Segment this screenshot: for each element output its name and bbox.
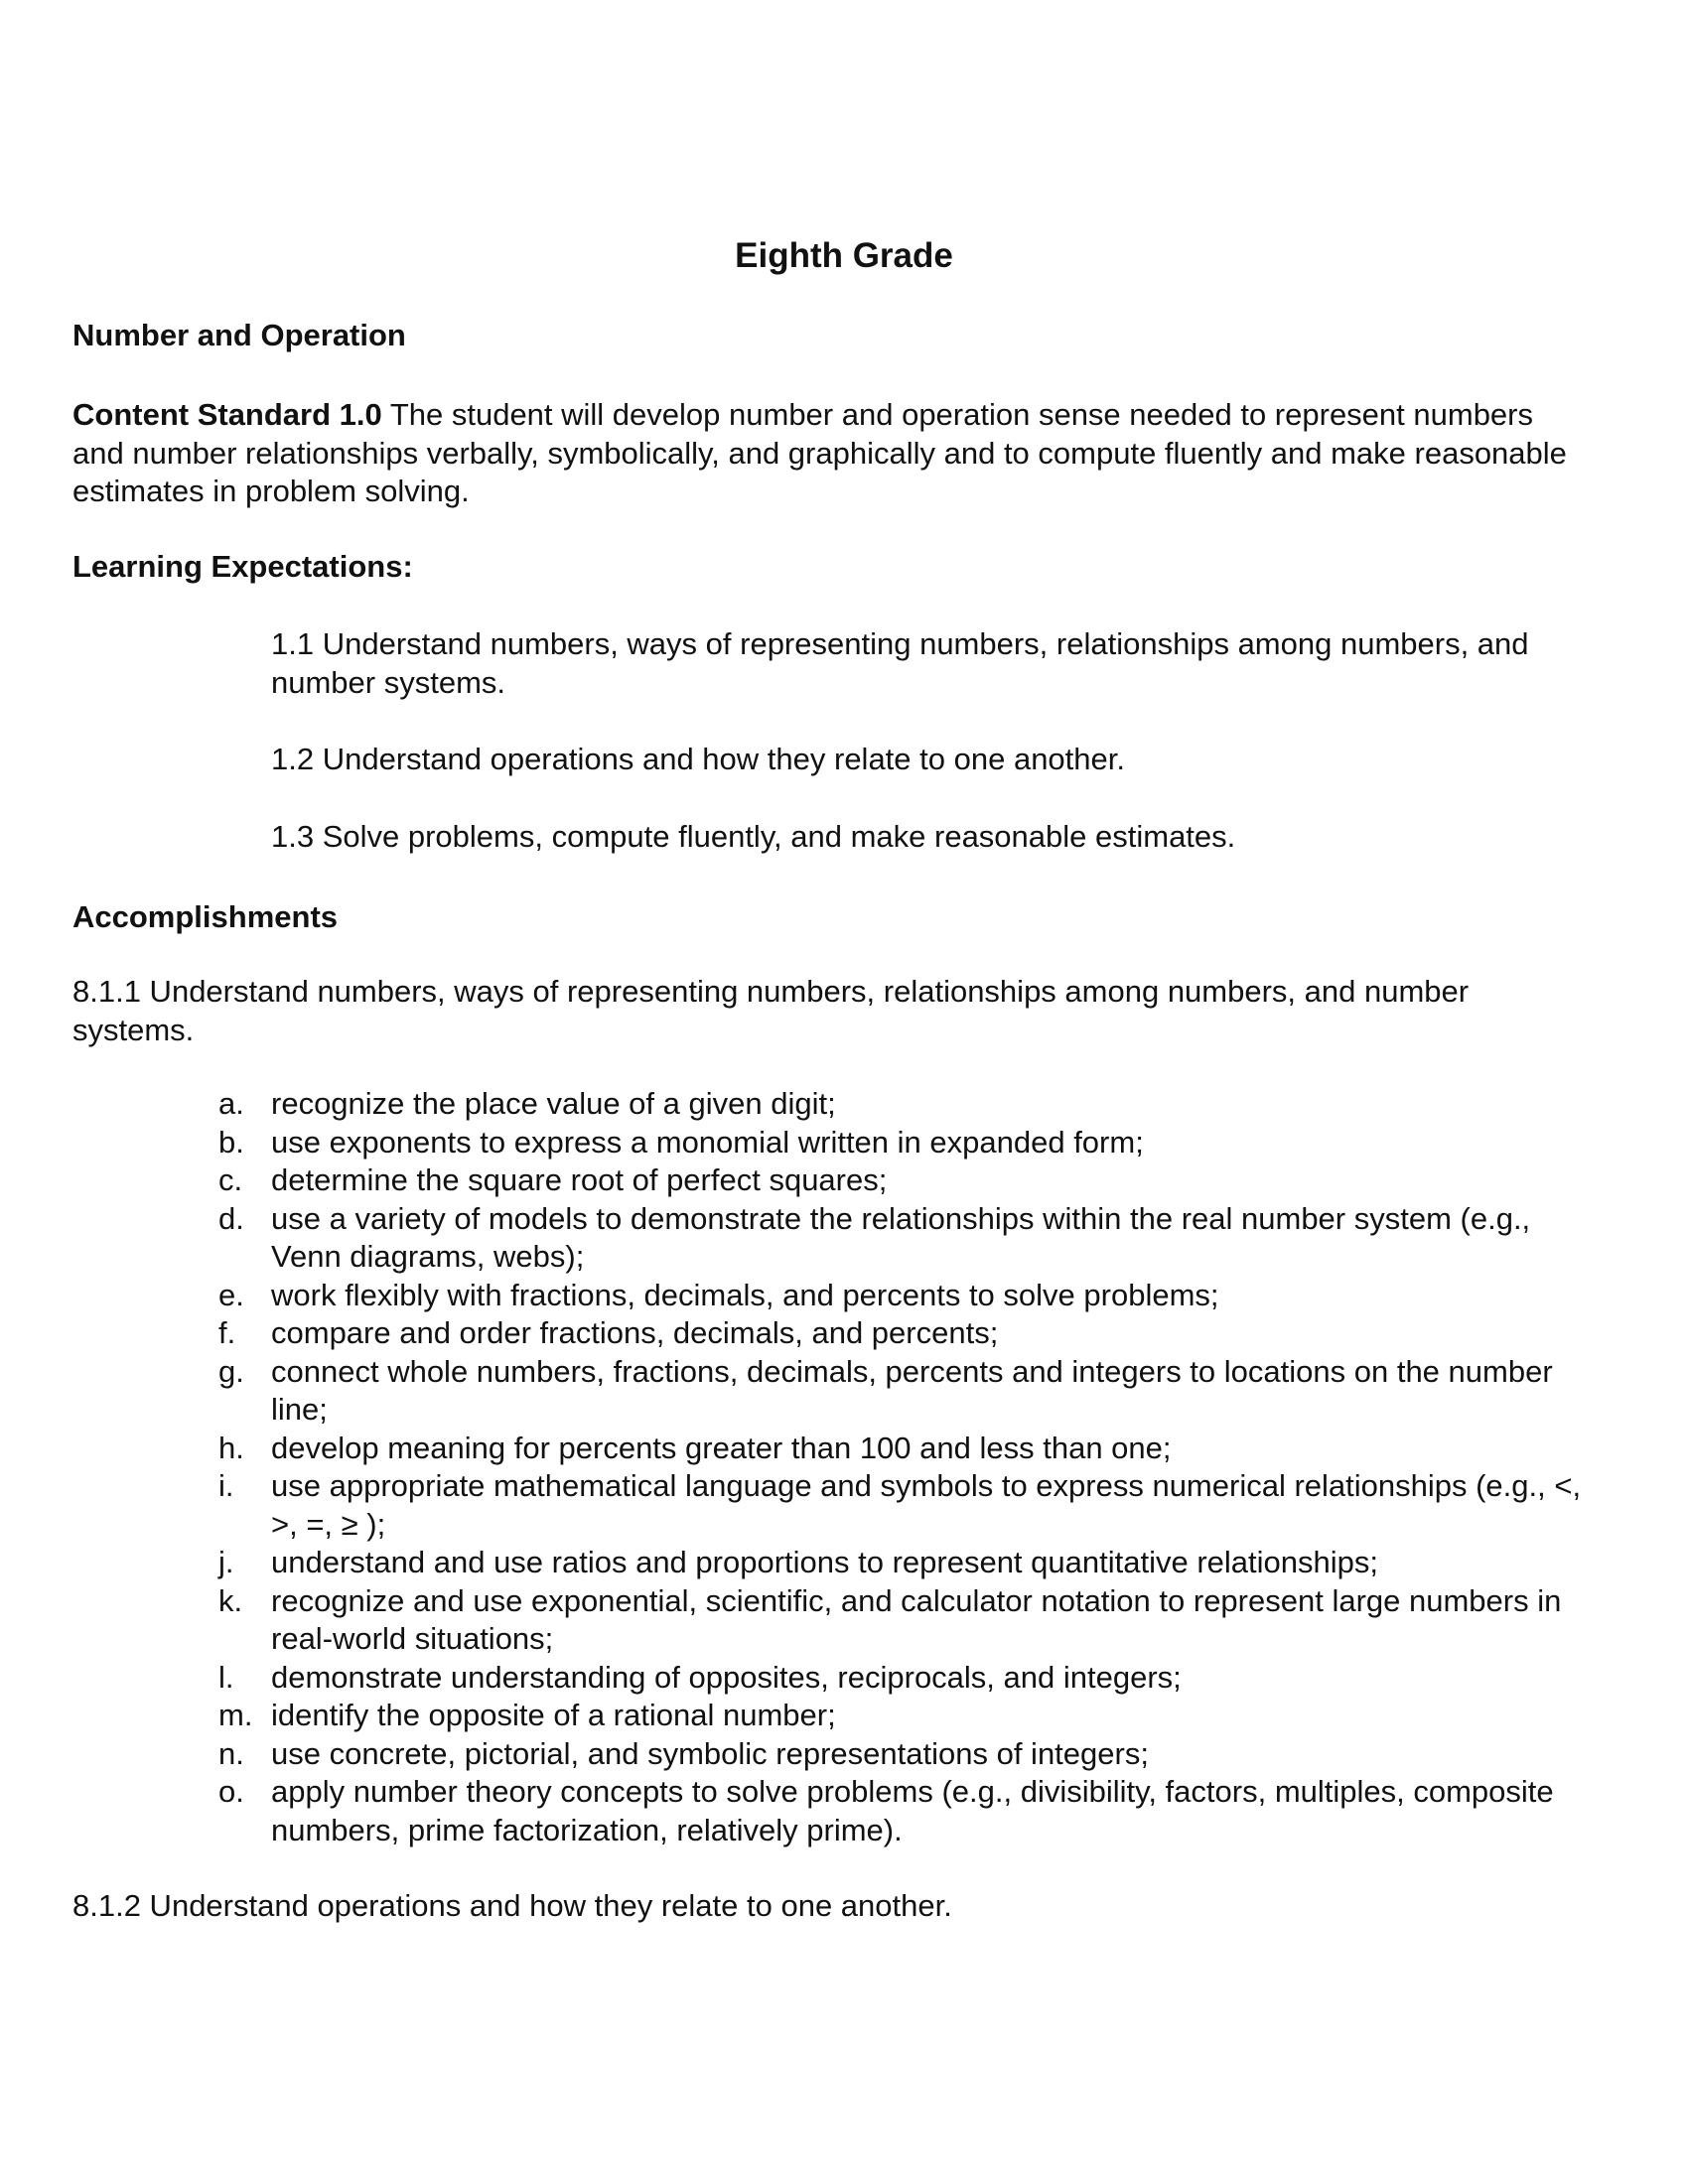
list-item <box>218 1659 1599 1698</box>
list-marker: m. <box>218 1698 253 1732</box>
list-item <box>218 1582 1599 1659</box>
list-marker: o. <box>218 1774 244 1809</box>
accomplishment-8-1-1: 8.1.1 Understand numbers, ways of representing numbers, relationships among numbers, and number systems. <box>72 974 1470 1047</box>
list-marker: h. <box>218 1430 244 1465</box>
list-item <box>218 1430 1599 1468</box>
list-item-text: work flexibly with fractions, decimals, and percents to solve problems; <box>271 1277 1219 1312</box>
accomplishments-heading: Accomplishments <box>72 899 339 934</box>
list-item <box>218 1773 1599 1849</box>
list-marker: a. <box>218 1086 244 1121</box>
list-item <box>218 1200 1599 1277</box>
content-standard-label: Content Standard 1.0 <box>72 397 382 432</box>
section-heading: Number and Operation <box>72 318 406 352</box>
list-item-text: identify the opposite of a rational number; <box>271 1698 836 1732</box>
list-item-text: use exponents to express a monomial written in expanded form; <box>271 1124 1144 1160</box>
learning-expectation-item: 1.2 Understand operations and how they relate to one another. <box>271 742 1125 776</box>
list-marker: j. <box>218 1545 234 1579</box>
page-title: Eighth Grade <box>735 236 953 275</box>
learning-expectations-list <box>271 625 1592 894</box>
list-marker: f. <box>218 1315 236 1350</box>
content-standard-text: The student will develop number and operation sense needed to represent numbers and number relationships verbally, symbolically, and graphically and to compute fluently and make reasonable estimates in problem solving. <box>72 397 1567 508</box>
list-item-text: recognize the place value of a given digit; <box>271 1086 836 1121</box>
list-item-text: determine the square root of perfect squares; <box>271 1162 888 1197</box>
list-marker: d. <box>218 1200 244 1236</box>
list-item <box>218 1353 1599 1430</box>
list-item <box>218 1085 1599 1124</box>
list-item-text: recognize and use exponential, scientific, and calculator notation to represent large numbers in real-world situations; <box>271 1582 1562 1656</box>
learning-expectation-item: 1.1 Understand numbers, ways of representing numbers, relationships among numbers, and number systems. <box>271 626 1529 700</box>
list-item <box>218 1467 1599 1544</box>
list-marker: i. <box>218 1468 234 1503</box>
list-marker: n. <box>218 1735 244 1771</box>
list-marker: k. <box>218 1582 243 1618</box>
list-item-text: use a variety of models to demonstrate the relationships within the real number system (e.g., Venn diagrams, webs); <box>271 1200 1531 1274</box>
accomplishment-items-list <box>218 1085 1599 1849</box>
list-item <box>218 1735 1599 1774</box>
list-item-text: apply number theory concepts to solve problems (e.g., divisibility, factors, multiples, composite numbers, prime factorization, relatively prime). <box>271 1774 1554 1847</box>
list-item-text: use concrete, pictorial, and symbolic representations of integers; <box>271 1735 1149 1771</box>
list-item-text: use appropriate mathematical language and symbols to express numerical relationships (e.g., <, >, =, ≥ ); <box>271 1468 1582 1542</box>
list-item-text: understand and use ratios and proportions to represent quantitative relationships; <box>271 1545 1378 1579</box>
content-standard-paragraph <box>72 396 1582 511</box>
list-item <box>218 1277 1599 1315</box>
learning-expectations-heading: Learning Expectations: <box>72 549 413 584</box>
list-item-text: compare and order fractions, decimals, and percents; <box>271 1315 999 1350</box>
list-item <box>218 1697 1599 1735</box>
list-item-text: connect whole numbers, fractions, decimals, percents and integers to locations on the number line; <box>271 1353 1553 1427</box>
list-item <box>218 1161 1599 1200</box>
list-item <box>218 1544 1599 1582</box>
list-item <box>218 1314 1599 1353</box>
list-marker: c. <box>218 1162 243 1197</box>
list-item <box>218 1124 1599 1162</box>
learning-expectation-item: 1.3 Solve problems, compute fluently, and make reasonable estimates. <box>271 818 1236 854</box>
list-marker: e. <box>218 1277 244 1312</box>
list-marker: b. <box>218 1124 244 1160</box>
accomplishment-8-1-2: 8.1.2 Understand operations and how they relate to one another. <box>72 1888 952 1923</box>
list-item-text: demonstrate understanding of opposites, reciprocals, and integers; <box>271 1659 1182 1695</box>
list-item-text: develop meaning for percents greater than 100 and less than one; <box>271 1430 1172 1465</box>
list-marker: g. <box>218 1353 244 1389</box>
list-marker: l. <box>218 1659 234 1695</box>
